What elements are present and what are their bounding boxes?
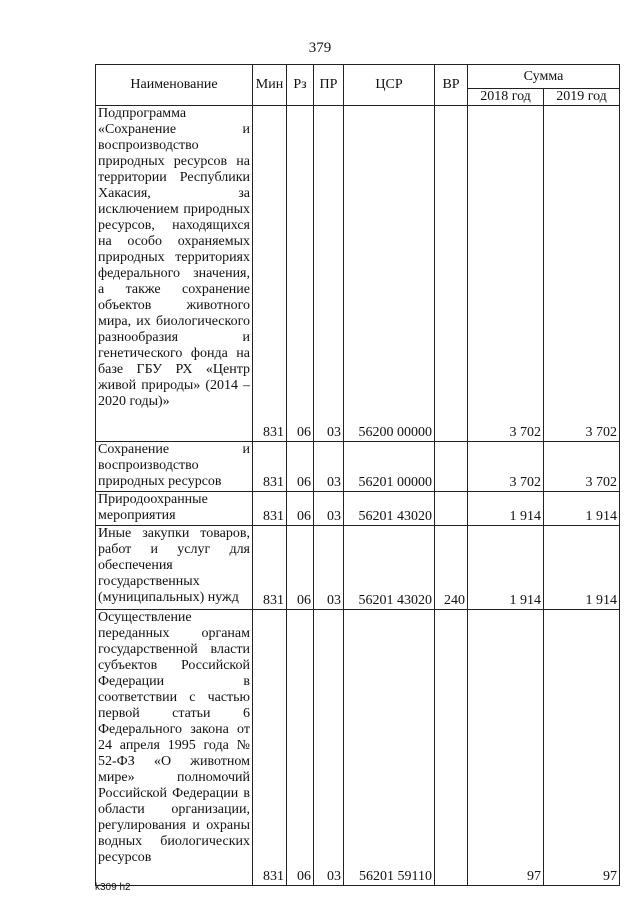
- row-csr: 56201 43020: [344, 526, 435, 610]
- budget-table: [95, 64, 620, 886]
- row-sum-2019: 1 914: [544, 492, 620, 526]
- row-min: 831: [253, 610, 287, 886]
- header-pr: ПР: [314, 65, 344, 106]
- row-rz: 06: [287, 526, 314, 610]
- row-csr: 56200 00000: [344, 106, 435, 442]
- table-row: [96, 526, 620, 610]
- row-min: 831: [253, 442, 287, 492]
- row-rz: 06: [287, 106, 314, 442]
- table-row: [96, 492, 620, 526]
- row-sum-2018: 1 914: [468, 492, 544, 526]
- header-csr: ЦСР: [344, 65, 435, 106]
- table-row: [96, 106, 620, 442]
- header-sum: Сумма: [468, 65, 620, 89]
- header-year-2018: 2018 год: [468, 89, 544, 106]
- row-name: Сохранение и воспроизводство природных ресурсов: [96, 442, 253, 492]
- row-vr: [435, 442, 468, 492]
- table-row: [96, 442, 620, 492]
- row-name: Осуществление переданных органам государственной власти субъектов Российской Федерации в соответствии с частью первой статьи 6 Федерального закона от 24 апреля 1995 года № 52-ФЗ «О животном мире» полномочий Российской Федерации в области организации, регулирования и охраны водных биологических ресурсов: [96, 610, 253, 886]
- header-rz: Рз: [287, 65, 314, 106]
- row-sum-2019: 3 702: [544, 106, 620, 442]
- row-csr: 56201 00000: [344, 442, 435, 492]
- header-name: Наименование: [96, 65, 253, 106]
- header-year-2019: 2019 год: [544, 89, 620, 106]
- row-sum-2019: 1 914: [544, 526, 620, 610]
- row-pr: 03: [314, 442, 344, 492]
- row-sum-2019: 97: [544, 610, 620, 886]
- row-csr: 56201 59110: [344, 610, 435, 886]
- row-rz: 06: [287, 492, 314, 526]
- row-pr: 03: [314, 106, 344, 442]
- row-sum-2018: 3 702: [468, 106, 544, 442]
- row-pr: 03: [314, 610, 344, 886]
- row-name: Иные закупки товаров, работ и услуг для обеспечения государственных (муниципальных) нужд: [96, 526, 253, 610]
- row-vr: [435, 106, 468, 442]
- row-rz: 06: [287, 610, 314, 886]
- row-name: Природоохранные мероприятия: [96, 492, 253, 526]
- row-min: 831: [253, 106, 287, 442]
- row-sum-2018: 3 702: [468, 442, 544, 492]
- header-min: Мин: [253, 65, 287, 106]
- row-rz: 06: [287, 442, 314, 492]
- row-vr: [435, 492, 468, 526]
- row-sum-2019: 3 702: [544, 442, 620, 492]
- row-sum-2018: 97: [468, 610, 544, 886]
- page-number: 379: [308, 40, 332, 56]
- row-csr: 56201 43020: [344, 492, 435, 526]
- footer-code: k309 h2: [95, 882, 131, 893]
- row-min: 831: [253, 492, 287, 526]
- row-vr: [435, 610, 468, 886]
- row-vr: 240: [435, 526, 468, 610]
- row-pr: 03: [314, 526, 344, 610]
- row-pr: 03: [314, 492, 344, 526]
- table-row: [96, 610, 620, 886]
- row-sum-2018: 1 914: [468, 526, 544, 610]
- row-name: Подпрограмма «Сохранение и воспроизводство природных ресурсов на территории Республики Хакасия, за исключением природных ресурсов, находящихся на особо охраняемых природных территориях федерального значения, а также сохранение объектов животного мира, их биологического разнообразия и генетического фонда на базе ГБУ РХ «Центр живой природы» (2014 – 2020 годы)»: [96, 106, 253, 442]
- row-min: 831: [253, 526, 287, 610]
- header-vr: ВР: [435, 65, 468, 106]
